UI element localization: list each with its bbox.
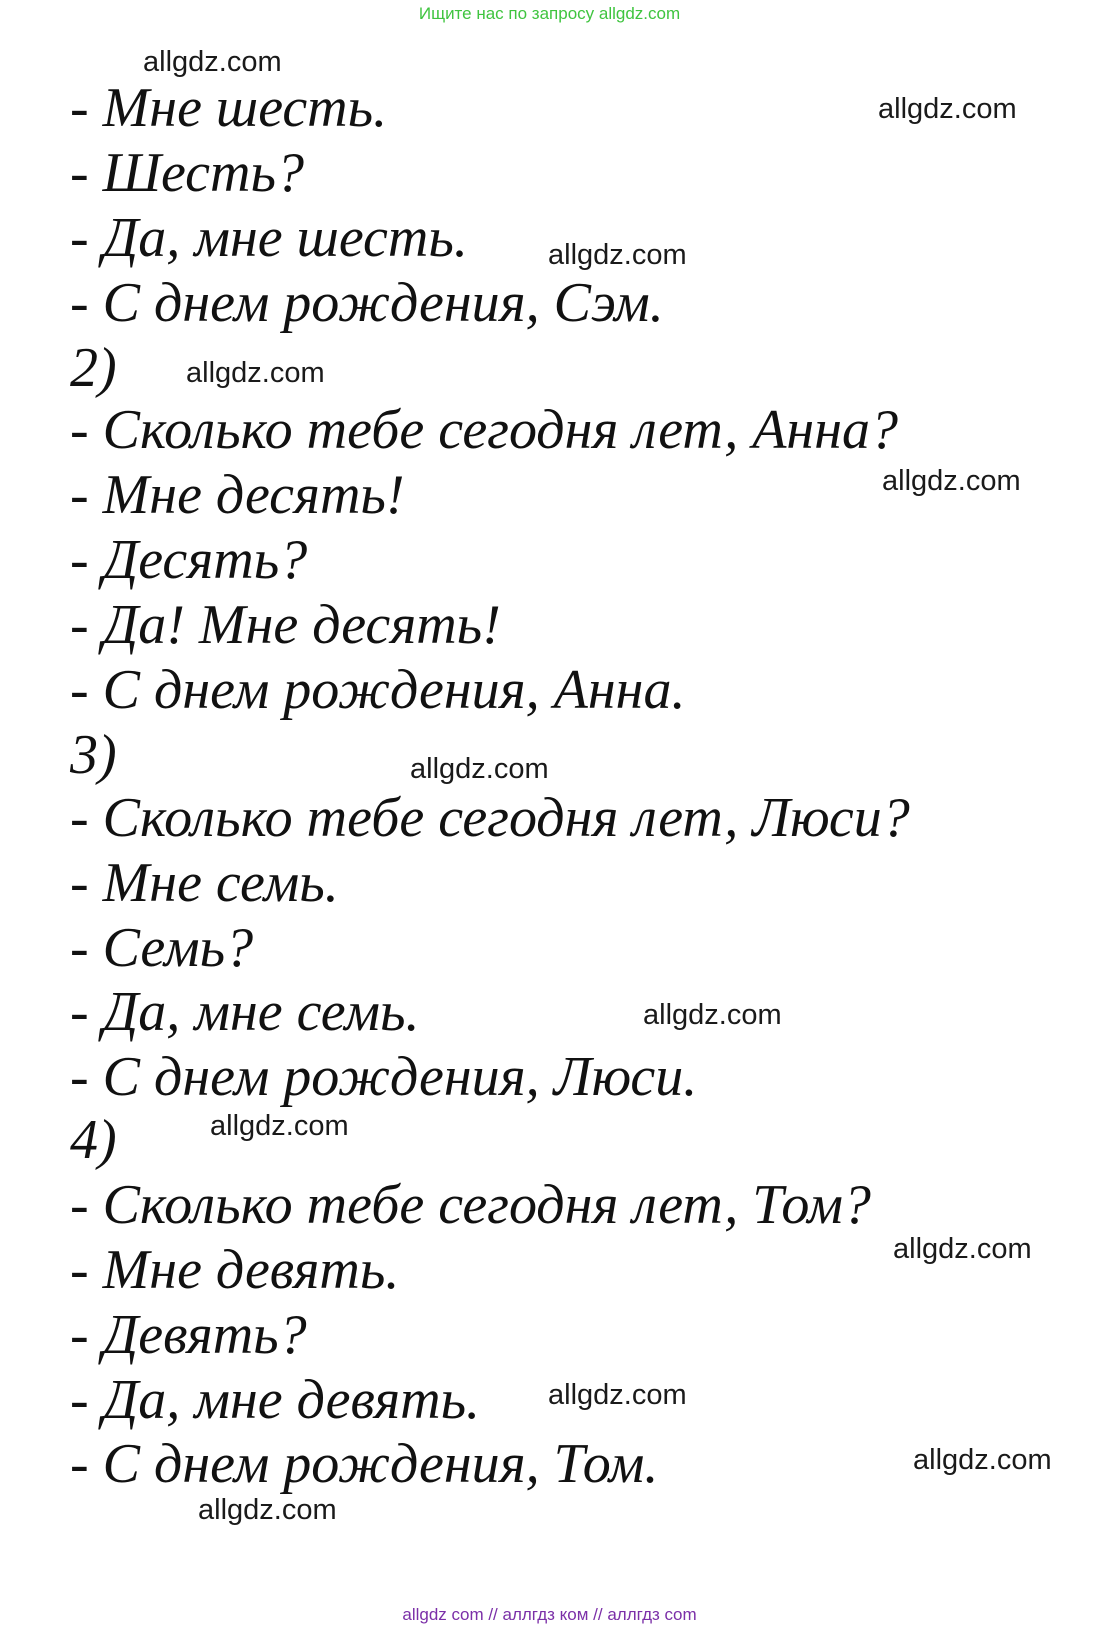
- watermark: allgdz.com: [548, 1379, 687, 1411]
- dialogue-line: - Сколько тебе сегодня лет, Том?: [70, 1174, 871, 1236]
- footer-site-note: allgdz com // аллгдз ком // аллгдз com: [402, 1605, 697, 1624]
- watermark: allgdz.com: [198, 1494, 337, 1526]
- dialogue-line: - Да, мне семь.: [70, 981, 420, 1043]
- dialogue-line: - С днем рождения, Люси.: [70, 1046, 698, 1108]
- dialogue-line: - Да! Мне десять!: [70, 594, 501, 656]
- dialogue-line: - Мне десять!: [70, 464, 405, 526]
- dialogue-line: - С днем рождения, Сэм.: [70, 272, 664, 334]
- section-number: 2): [70, 337, 117, 399]
- watermark: allgdz.com: [893, 1233, 1032, 1265]
- dialogue-line: - Сколько тебе сегодня лет, Анна?: [70, 399, 898, 461]
- dialogue-line: - Шесть?: [70, 142, 304, 204]
- dialogue-line: - Да, мне девять.: [70, 1369, 481, 1431]
- watermark: allgdz.com: [143, 46, 282, 78]
- watermark: allgdz.com: [878, 93, 1017, 125]
- dialogue-line: - С днем рождения, Анна.: [70, 659, 686, 721]
- watermark: allgdz.com: [410, 753, 549, 785]
- dialogue-line: - Семь?: [70, 917, 254, 979]
- watermark: allgdz.com: [548, 239, 687, 271]
- watermark: allgdz.com: [210, 1110, 349, 1142]
- dialogue-line: - Мне девять.: [70, 1239, 400, 1301]
- dialogue-line: - Сколько тебе сегодня лет, Люси?: [70, 787, 910, 849]
- dialogue-line: - Мне шесть.: [70, 77, 388, 139]
- header-search-note: Ищите нас по запросу allgdz.com: [418, 4, 681, 23]
- dialogue-line: - Да, мне шесть.: [70, 207, 468, 269]
- dialogue-line: - Девять?: [70, 1304, 307, 1366]
- watermark: allgdz.com: [186, 357, 325, 389]
- watermark: allgdz.com: [882, 465, 1021, 497]
- watermark: allgdz.com: [643, 999, 782, 1031]
- watermark: allgdz.com: [913, 1444, 1052, 1476]
- section-number: 3): [70, 724, 117, 786]
- dialogue-line: - Десять?: [70, 529, 308, 591]
- section-number: 4): [70, 1109, 117, 1171]
- dialogue-line: - С днем рождения, Том.: [70, 1433, 659, 1495]
- dialogue-line: - Мне семь.: [70, 852, 339, 914]
